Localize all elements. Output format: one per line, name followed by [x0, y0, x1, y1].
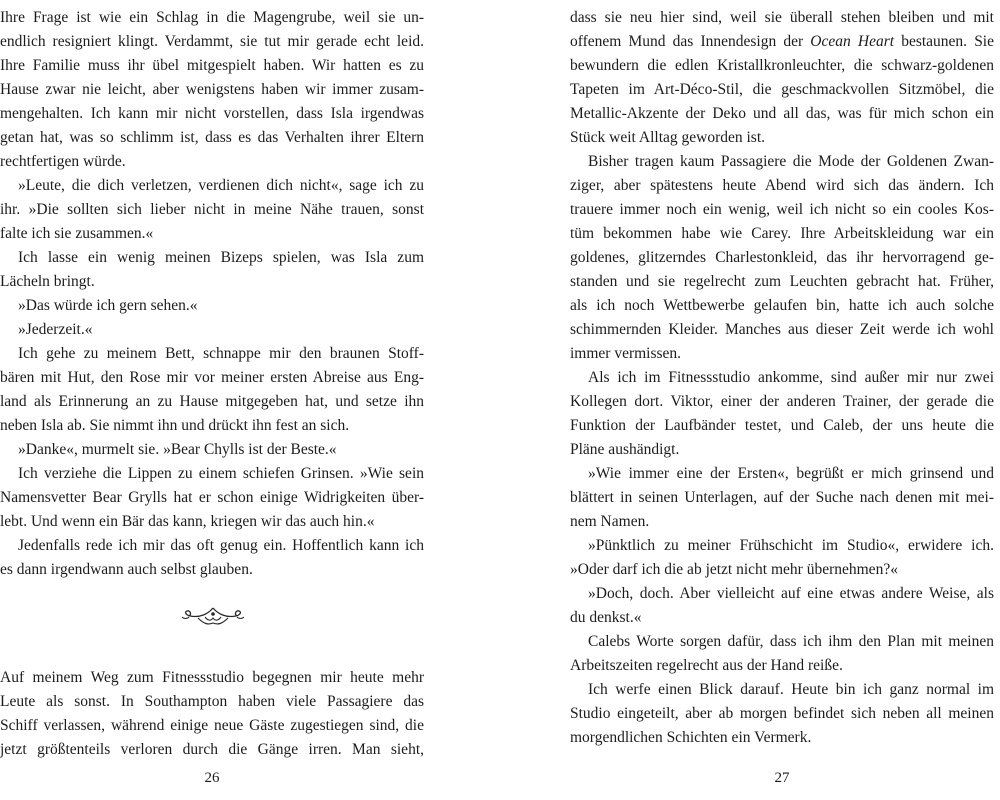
text-line: endlich resigniert klingt. Verdammt, sie tut mir gerade echt leid. — [0, 33, 424, 50]
page-number-right: 27 — [774, 770, 790, 786]
left-page — [0, 6, 424, 796]
text-line: standen und sie regelrecht zum Leuchten gebracht hat. Früher, — [570, 273, 994, 290]
text-line: Auf meinem Weg zum Fitnessstudio begegnen mir heute mehr — [0, 669, 424, 686]
text-line: als ich noch Wettbewerbe gelaufen bin, hatte ich auch solche — [570, 297, 994, 314]
text-line: »Pünktlich zu meiner Frühschicht im Studio«, erwidere ich. — [588, 537, 994, 554]
text-line: Ich verziehe die Lippen zu einem schiefen Grinsen. »Wie sein — [18, 465, 424, 482]
text-line: Stück weit Alltag geworden ist. — [570, 129, 766, 146]
text-line: Funktion der Laufbänder testet, und Caleb, der uns heute die — [570, 417, 994, 434]
text-line: bewundern die edlen Kristallkronleuchter, die schwarz-goldenen — [570, 57, 994, 74]
text-line: Arbeitszeiten regelrecht aus der Hand reiße. — [570, 657, 843, 674]
text-line: Studio eingeteilt, aber ab morgen befindet sich neben all meinen — [570, 705, 994, 722]
text-line: blättert in seinen Unterlagen, auf der Suche nach denen mit mei- — [570, 489, 994, 506]
text-line: bären mit Hut, den Rose mir vor meiner ersten Abreise aus Eng- — [0, 369, 424, 386]
left-paragraphs-before-break — [0, 6, 424, 582]
text-line: Hause zwar nie leicht, aber wenigstens haben wir immer zusam- — [0, 81, 424, 98]
text-line: goldenes, glitzerndes Charlestonkleid, das ihr hervorragend ge- — [570, 249, 994, 266]
ship-name: Ocean Heart — [810, 33, 895, 50]
text-line: Ich werfe einen Blick darauf. Heute bin ich ganz normal im — [588, 681, 994, 698]
right-page — [570, 6, 994, 796]
text-line: Ich lasse ein wenig meinen Bizeps spielen, was Isla zum — [18, 249, 424, 266]
text-line: Ihre Frage ist wie ein Schlag in die Magengrube, weil sie un- — [0, 9, 424, 26]
left-paragraphs-after-break — [0, 666, 424, 762]
scene-break — [0, 582, 424, 666]
text-line: »Leute, die dich verletzen, verdienen dich nicht«, sage ich zu — [18, 177, 424, 194]
text-line: »Das würde ich gern sehen.« — [18, 297, 198, 314]
text-line: »Jederzeit.« — [18, 321, 93, 338]
text-line: rechtfertigen würde. — [0, 153, 126, 170]
text-line: Ihre Familie muss ihr übel mitgespielt haben. Wir hatten es zu — [0, 57, 424, 74]
text-line: es dann irgendwann auch selbst glauben. — [0, 561, 253, 578]
text-line: Namensvetter Bear Grylls hat er schon einige Widrigkeiten über- — [0, 489, 424, 506]
text-line: ihr. »Die sollten sich lieber nicht in meine Nähe trauen, sonst — [0, 201, 424, 218]
text-line: Tapeten im Art-Déco-Stil, die geschmackvollen Sitzmöbel, die — [570, 81, 994, 98]
text-line: tüm bekommen habe wie Carey. Ihre Arbeitskleidung war ein — [570, 225, 994, 242]
text-line: »Doch, doch. Aber vielleicht auf eine etwas andere Weise, als — [588, 585, 994, 602]
text-line: trauere immer noch ein wenig, weil ich nicht so ein cooles Kos- — [570, 201, 994, 218]
text-line: dass sie neu hier sind, weil sie überall stehen bleiben und mit — [570, 9, 994, 26]
text-line: land als Erinnerung an zu Hause mitgegeben hat, und setze ihn — [0, 393, 424, 410]
page-number-left: 26 — [204, 770, 220, 786]
text-line: immer vermissen. — [570, 345, 682, 362]
text-line: Metallic-Akzente der Deko und all das, was für mich schon ein — [570, 105, 994, 122]
text-line: du denkst.« — [570, 609, 642, 626]
left-text-column — [0, 6, 424, 762]
text-line: »Danke«, murmelt sie. »Bear Chylls ist der Beste.« — [18, 441, 337, 458]
text-line: Ich gehe zu meinem Bett, schnappe mir den braunen Stoff- — [18, 345, 424, 362]
text-line: Als ich im Fitnessstudio ankomme, sind außer mir nur zwei — [588, 369, 994, 386]
text-line: Leute als sonst. In Southampton haben viele Passagiere das — [0, 693, 424, 710]
text-line: nem Namen. — [570, 513, 650, 530]
text-line: Kollegen dort. Viktor, einer der anderen Trainer, der gerade die — [570, 393, 994, 410]
flourish-ornament-icon — [178, 604, 248, 628]
text-line: offenem Mund das Innendesign der Ocean Heart bestaunen. Sie — [570, 33, 994, 50]
text-line: Bisher tragen kaum Passagiere die Mode der Goldenen Zwan- — [588, 153, 994, 170]
text-line: Lächeln bringt. — [0, 273, 95, 290]
right-text-column — [570, 6, 994, 750]
text-line: lebt. Und wenn ein Bär das kann, kriegen wir das auch hin.« — [0, 513, 375, 530]
text-line: morgendlichen Schichten ein Vermerk. — [570, 729, 812, 746]
text-line: Schiff verlassen, während einige neue Gäste zugestiegen sind, die — [0, 717, 424, 734]
text-line: ziger, aber spätestens heute Abend wird sich das ändern. Ich — [570, 177, 994, 194]
right-paragraphs — [570, 6, 994, 750]
text-line: »Oder darf ich die ab jetzt nicht mehr übernehmen?« — [570, 561, 898, 578]
text-line: schimmernden Kleider. Manches aus dieser Zeit werde ich wohl — [570, 321, 994, 338]
text-line: getan hat, was so schlimm ist, dass es das Verhalten ihrer Eltern — [0, 129, 424, 146]
text-line: jetzt größtenteils verloren durch die Gänge irren. Man sieht, — [0, 741, 424, 758]
text-line: »Wie immer eine der Ersten«, begrüßt er mich grinsend und — [588, 465, 994, 482]
text-line: Calebs Worte sorgen dafür, dass ich ihm den Plan mit meinen — [588, 633, 994, 650]
text-line: mengehalten. Ich kann mir nicht vorstellen, dass Isla irgendwas — [0, 105, 424, 122]
text-line: neben Isla ab. Sie nimmt ihn und drückt ihn fest an sich. — [0, 417, 350, 434]
text-line: falte ich sie zusammen.« — [0, 225, 154, 242]
text-line: Jedenfalls rede ich mir das oft genug ein. Hoffentlich kann ich — [18, 537, 424, 554]
text-line: Pläne aushändigt. — [570, 441, 680, 458]
